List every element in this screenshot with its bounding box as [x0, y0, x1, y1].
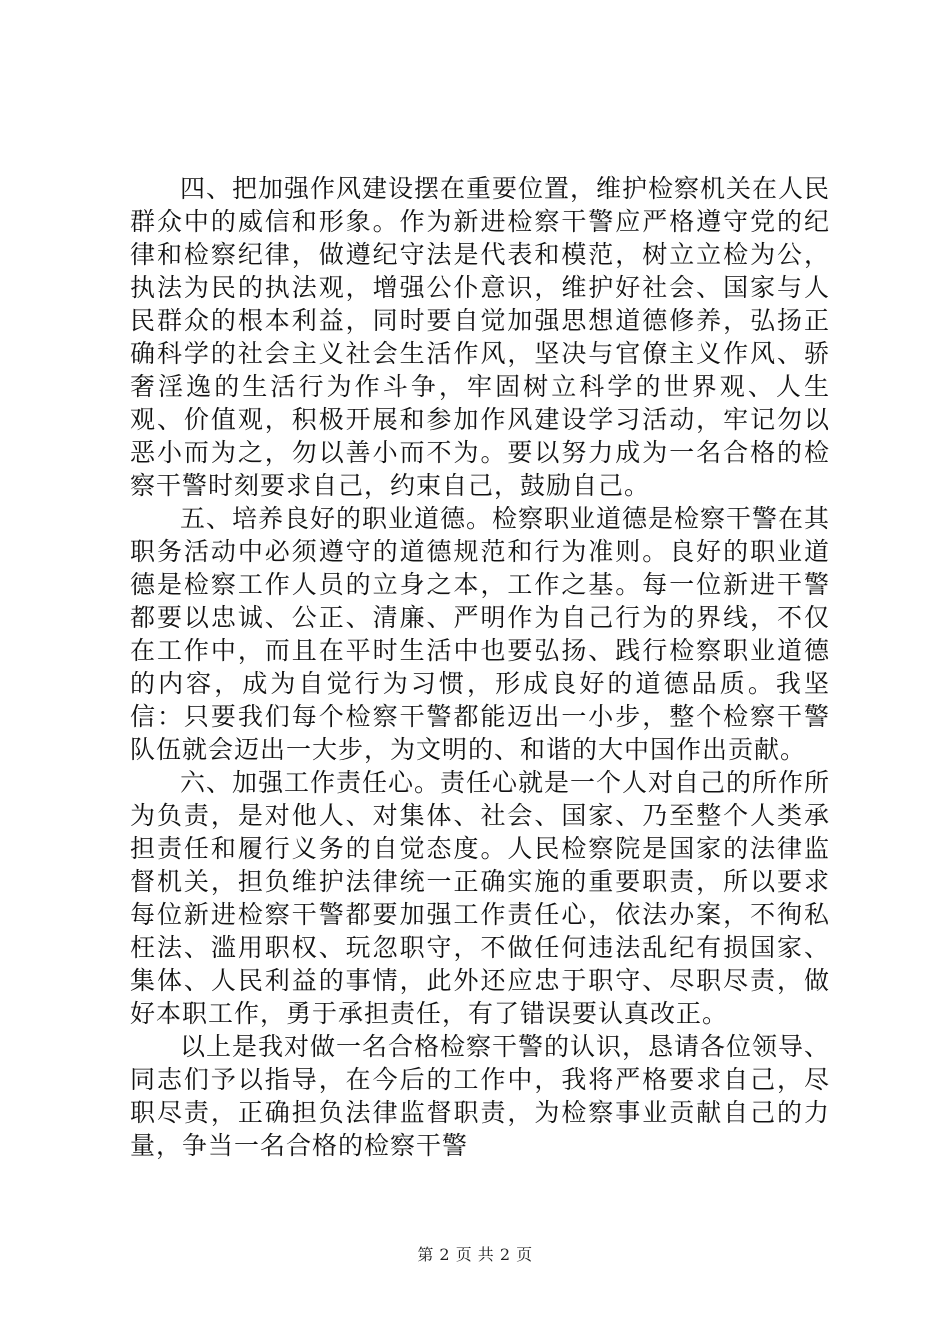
paragraph-conclusion: 以上是我对做一名合格检察干警的认识，恳请各位领导、同志们予以指导，在今后的工作中，我将严格要求自己，尽职尽责，正确担负法律监督职责，为检察事业贡献自己的力量，争当一名合格的检察干警: [130, 1032, 831, 1160]
paragraph-section-4: 四、把加强作风建设摆在重要位置，维护检察机关在人民群众中的威信和形象。作为新进检察干警应严格遵守党的纪律和检察纪律，做遵纪守法是代表和模范，树立立检为公，执法为民的执法观，增强公仆意识，维护好社会、国家与人民群众的根本利益，同时要自觉加强思想道德修养，弘扬正确科学的社会主义社会生活作风，坚决与官僚主义作风、骄奢淫逸的生活行为作斗争，牢固树立科学的世界观、人生观、价值观，积极开展和参加作风建设学习活动，牢记勿以恶小而为之，勿以善小而不为。要以努力成为一名合格的检察干警时刻要求自己，约束自己，鼓励自己。: [130, 174, 831, 500]
document-body: [130, 172, 830, 1162]
paragraph-section-6: 六、加强工作责任心。责任心就是一个人对自己的所作所为负责，是对他人、对集体、社会、国家、乃至整个人类承担责任和履行义务的自觉态度。人民检察院是国家的法律监督机关，担负维护法律统一正确实施的重要职责，所以要求每位新进检察干警都要加强工作责任心，依法办案，不徇私枉法、滥用职权、玩忽职守，不做任何违法乱纪有损国家、集体、人民利益的事情，此外还应忠于职守、尽职尽责，做好本职工作，勇于承担责任，有了错误要认真改正。: [130, 768, 831, 1028]
page-number-footer: 第 2 页 共 2 页: [417, 1245, 533, 1264]
paragraph-section-5: 五、培养良好的职业道德。检察职业道德是检察干警在其职务活动中必须遵守的道德规范和行为准则。良好的职业道德是检察工作人员的立身之本，工作之基。每一位新进干警都要以忠诚、公正、清廉、严明作为自己行为的界线，不仅在工作中，而且在平时生活中也要弘扬、践行检察职业道德的内容，成为自觉行为习惯，形成良好的道德品质。我坚信：只要我们每个检察干警都能迈出一小步，整个检察干警队伍就会迈出一大步，为文明的、和谐的大中国作出贡献。: [130, 504, 831, 764]
